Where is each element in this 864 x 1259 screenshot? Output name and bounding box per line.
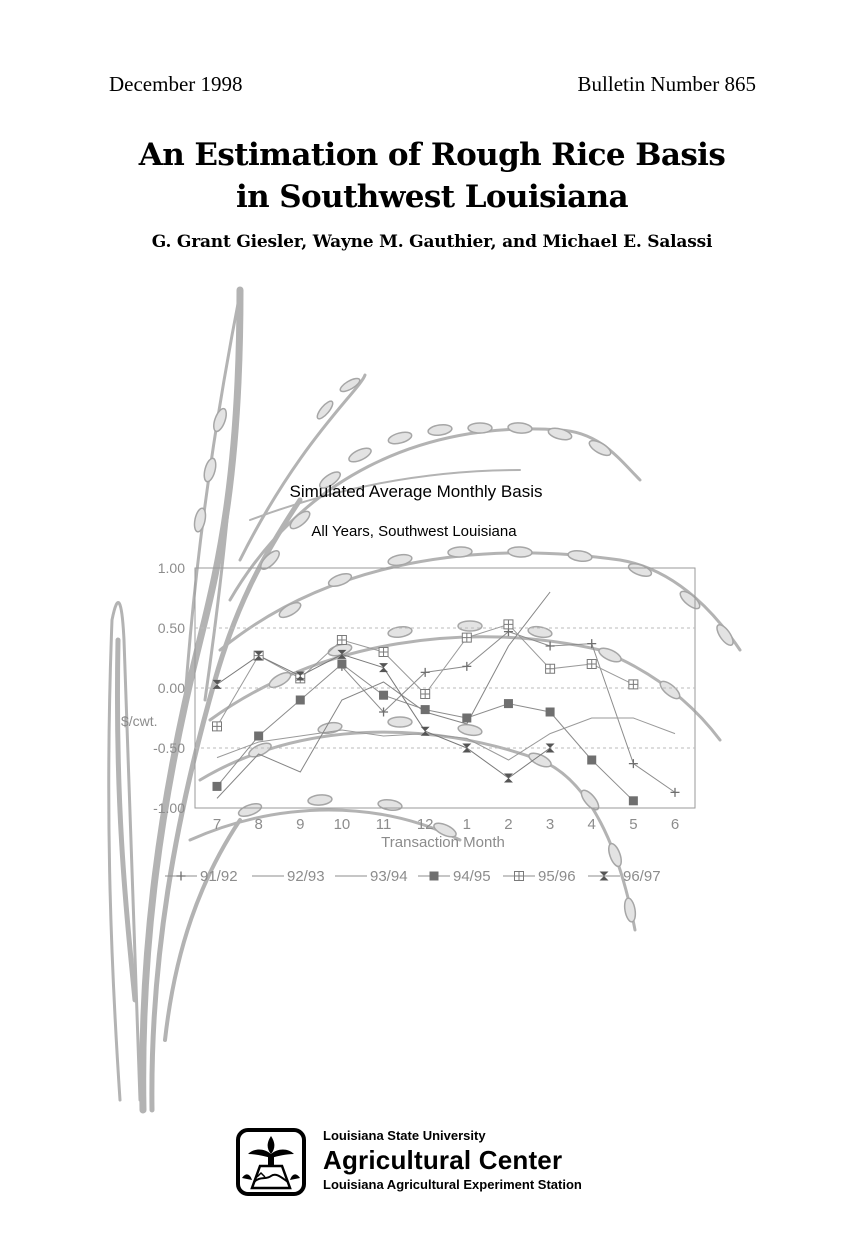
x-tick-label: 7 [212, 816, 222, 833]
publication-date: December 1998 [109, 72, 243, 96]
data-point-94-95 [337, 660, 346, 669]
data-point-95-96 [421, 690, 430, 699]
data-point-91-92 [629, 759, 638, 768]
data-point-96-97 [546, 744, 555, 753]
data-point-94-95 [504, 699, 513, 708]
agcenter-wordmark [323, 1127, 582, 1194]
x-axis-label: Transaction Month [381, 834, 505, 851]
x-tick-label: 1 [462, 816, 471, 833]
data-point-94-95 [587, 756, 596, 765]
legend-label: 91/92 [200, 868, 238, 885]
data-point-91-92 [587, 639, 596, 648]
data-point-91-92 [546, 642, 555, 651]
logo-agricultural-center: Agricultural Center [323, 1145, 563, 1175]
data-point-96-97 [379, 663, 388, 672]
legend-label: 95/96 [538, 868, 576, 885]
legend-label: 96/97 [623, 868, 661, 885]
data-point-91-92 [671, 788, 680, 797]
data-point-96-97 [337, 650, 346, 659]
data-point-96-97 [462, 744, 471, 753]
data-point-94-95 [379, 691, 388, 700]
y-tick-label: -1.00 [153, 800, 185, 816]
logo-university: Louisiana State University [323, 1128, 486, 1143]
data-point-95-96 [462, 633, 471, 642]
data-point-94-95 [546, 708, 555, 717]
legend-marker [515, 872, 524, 881]
legend-label: 94/95 [453, 868, 491, 885]
data-point-94-95 [296, 696, 305, 705]
x-tick-label: 11 [375, 816, 392, 833]
logo-experiment-station: Louisiana Agricultural Experiment Station [323, 1177, 582, 1192]
title-line-2: in Southwest Louisiana [235, 179, 629, 215]
data-point-95-96 [587, 660, 596, 669]
data-point-96-97 [213, 680, 222, 689]
chart-subtitle: All Years, Southwest Louisiana [311, 523, 517, 540]
x-tick-label: 9 [296, 816, 305, 833]
data-point-95-96 [629, 680, 638, 689]
legend-label: 92/93 [287, 868, 325, 885]
flask-plant-icon [240, 1132, 302, 1192]
x-tick-label: 10 [333, 816, 351, 833]
y-tick-label: 1.00 [157, 560, 185, 576]
x-tick-label: 4 [587, 816, 596, 833]
data-point-94-95 [462, 714, 471, 723]
data-point-95-96 [213, 722, 222, 731]
data-point-94-95 [254, 732, 263, 741]
y-axis-label: $/cwt. [121, 713, 158, 729]
y-tick-label: 0.00 [157, 680, 185, 696]
data-point-95-96 [546, 664, 555, 673]
data-point-94-95 [629, 796, 638, 805]
series-line-91-92 [342, 632, 675, 793]
x-tick-label: 3 [545, 816, 555, 833]
authors: G. Grant Giesler, Wayne M. Gauthier, and Michael E. Salassi [151, 232, 713, 252]
legend-marker [430, 872, 439, 881]
data-point-95-96 [504, 620, 513, 629]
data-point-94-95 [213, 782, 222, 791]
y-tick-label: 0.50 [157, 620, 185, 636]
x-tick-label: 8 [254, 816, 263, 833]
lsu-agcenter-logo [236, 1128, 306, 1196]
y-tick-label: -0.50 [153, 740, 185, 756]
legend-marker [177, 872, 186, 881]
series-line-92-93 [217, 718, 675, 760]
chart-title: Simulated Average Monthly Basis [289, 482, 543, 501]
bulletin-number: Bulletin Number 865 [577, 72, 756, 96]
x-tick-label: 2 [504, 816, 513, 833]
x-tick-label: 5 [629, 816, 638, 833]
data-point-95-96 [379, 648, 388, 657]
data-point-96-97 [421, 727, 430, 736]
title-line-1: An Estimation of Rough Rice Basis [138, 137, 726, 173]
x-tick-label: 12 [416, 816, 434, 833]
data-point-94-95 [421, 705, 430, 714]
data-point-95-96 [337, 636, 346, 645]
x-tick-label: 6 [670, 816, 680, 833]
legend-label: 93/94 [370, 868, 408, 885]
